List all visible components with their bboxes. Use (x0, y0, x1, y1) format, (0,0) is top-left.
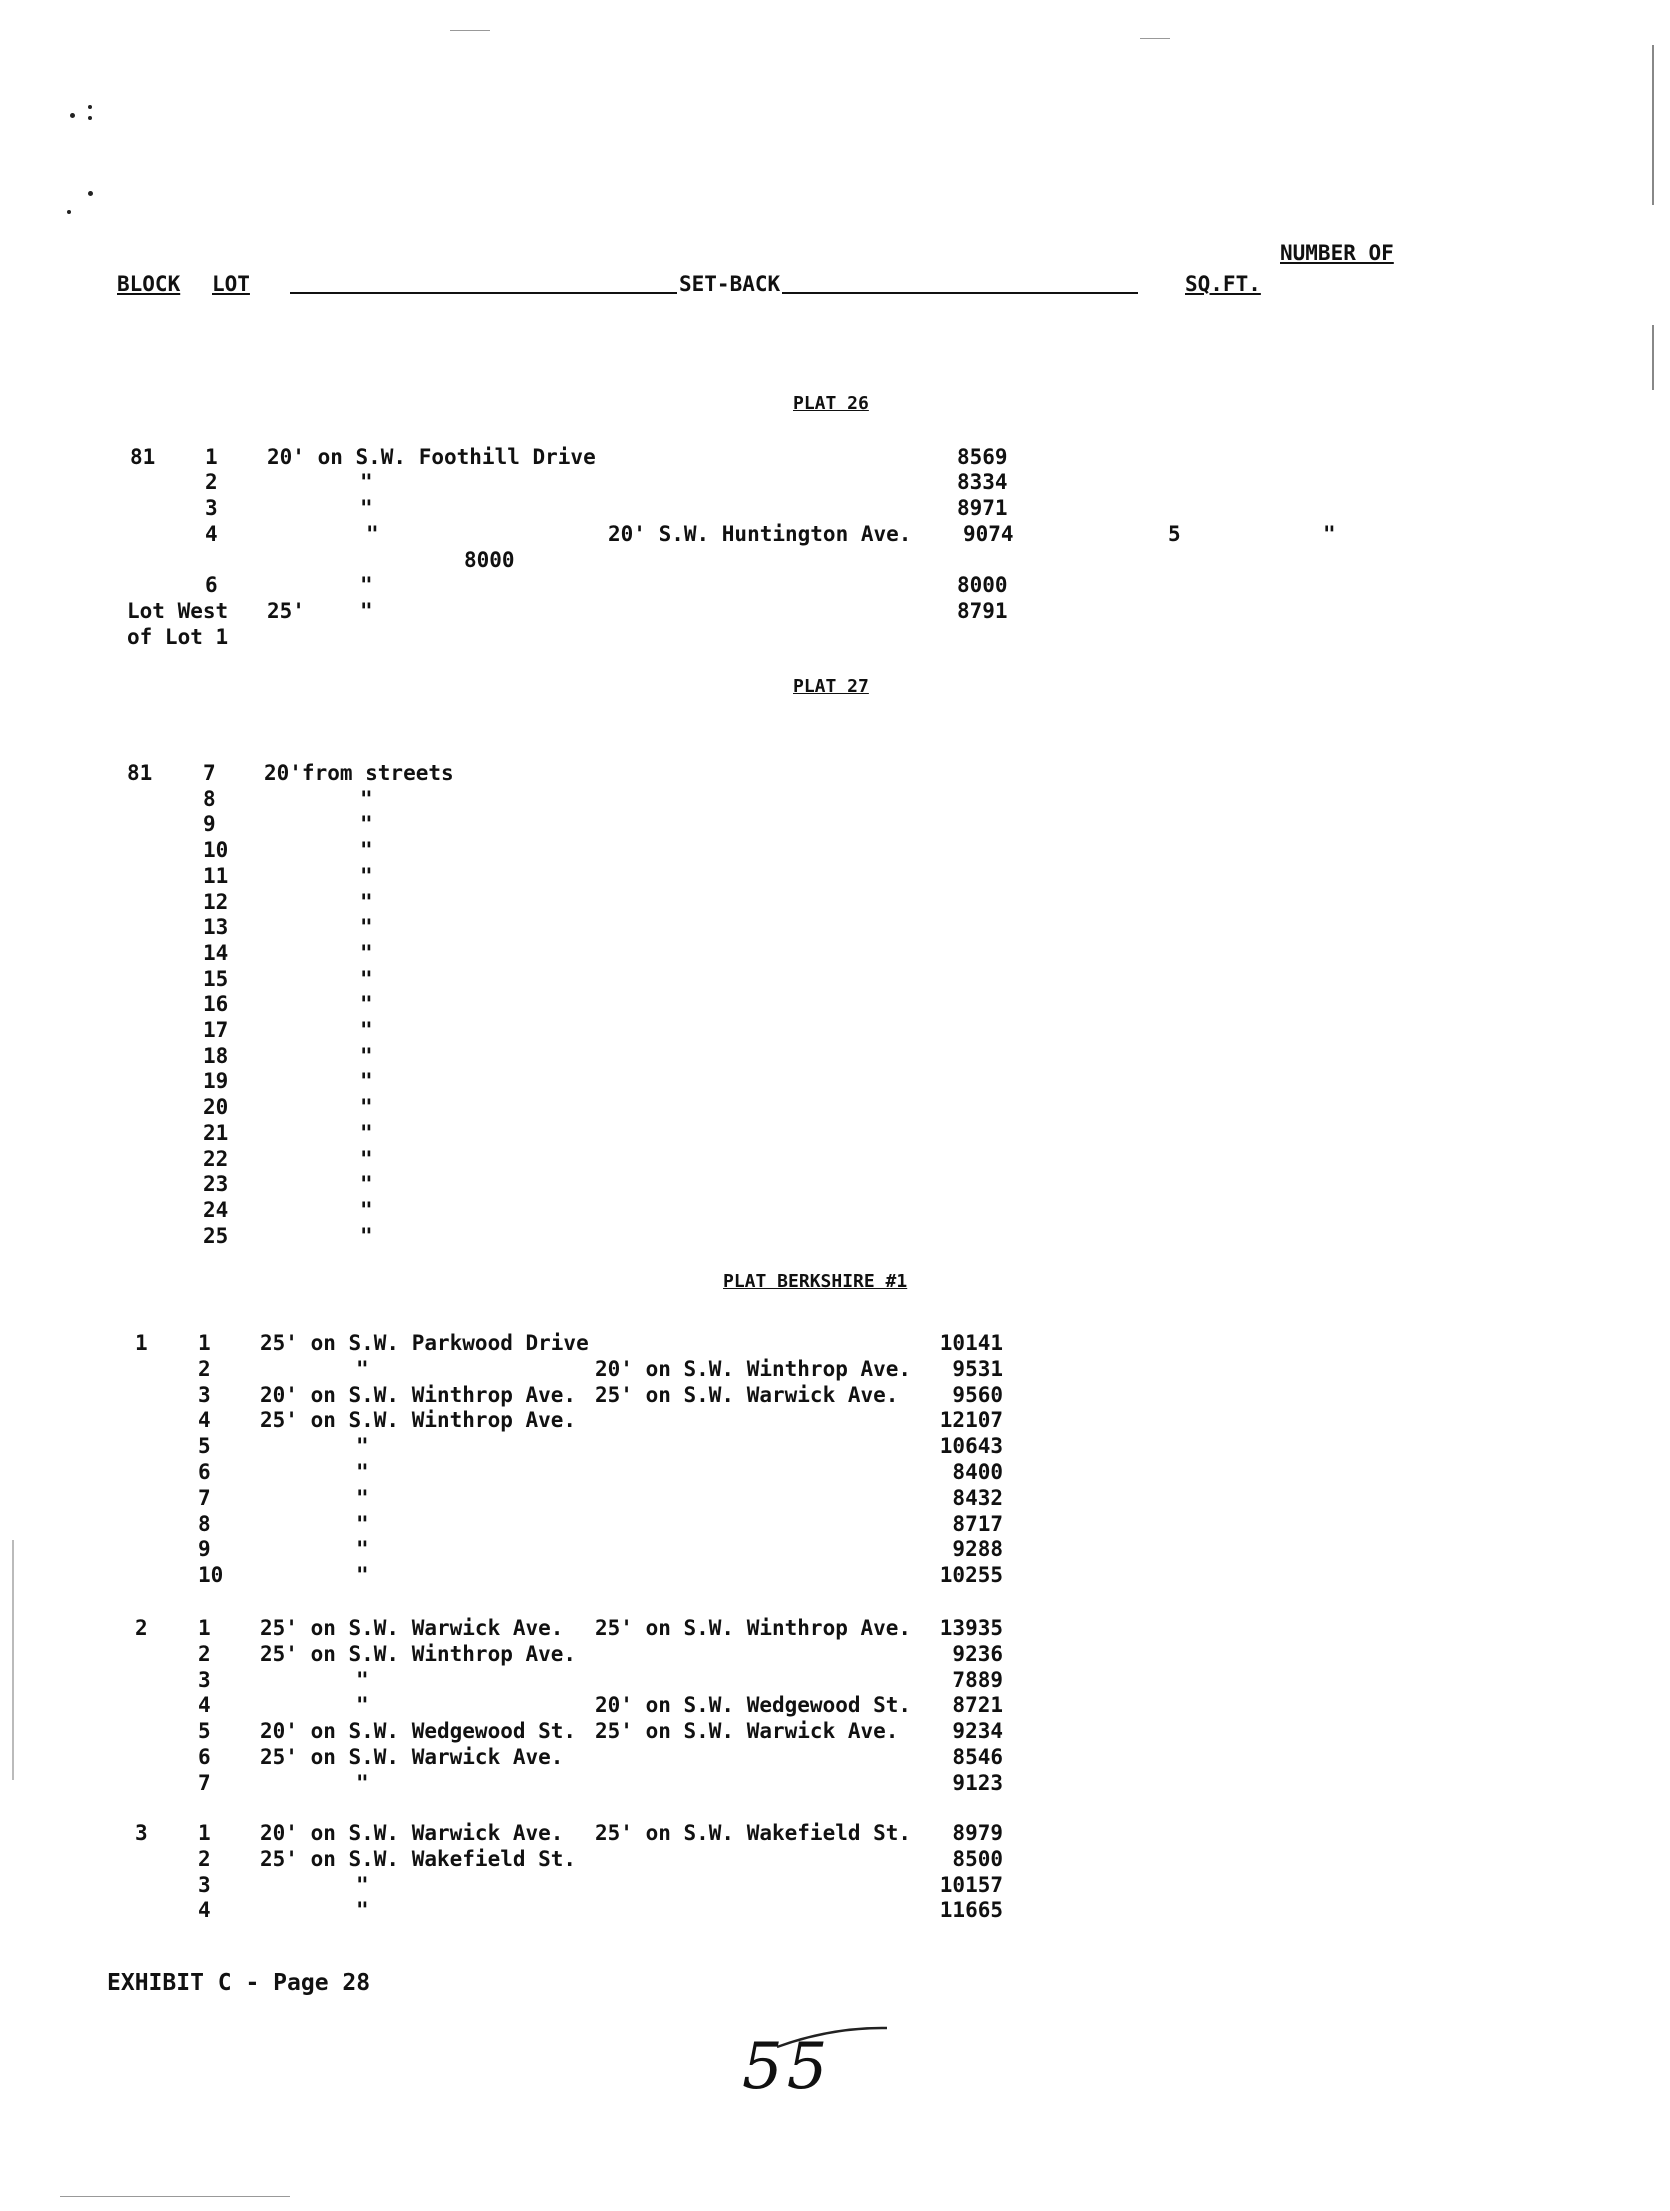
ditto-mark: " (1323, 522, 1336, 546)
ditto-mark: " (356, 1667, 369, 1692)
lot-cell: 8 (203, 786, 216, 811)
lot-cell: 4 (205, 522, 218, 546)
ditto-mark: " (356, 1563, 369, 1588)
scan-edge-line (450, 30, 490, 31)
block-cell: 3 (135, 1821, 148, 1845)
lot-cell: 5 (198, 1719, 211, 1744)
ditto-mark: " (360, 573, 373, 597)
exhibit-footer: EXHIBIT C - Page 28 (107, 1970, 371, 1996)
lot-cell: 8 (198, 1511, 211, 1536)
setback2-cell: 20' on S.W. Wedgewood St. (595, 1693, 912, 1718)
sqft-cell: 9123 (952, 1770, 1003, 1795)
lot-cell: 7 (203, 761, 216, 785)
setback-cell: 20' on S.W. Foothill Drive (267, 445, 596, 469)
ditto-mark: " (356, 1434, 369, 1459)
block-cell: 1 (135, 1331, 148, 1355)
sqft-cell: 9236 (952, 1641, 1003, 1666)
sqft-cell: 8717 (952, 1511, 1003, 1536)
sqft-cell: 8432 (952, 1485, 1003, 1510)
lot-cell: 1 (198, 1331, 211, 1355)
plat27-title: PLAT 27 (793, 676, 869, 697)
sqft-cell: 8791 (957, 599, 1008, 623)
sqft-cell: 11665 (939, 1898, 1003, 1923)
ditto-mark: " (360, 496, 373, 520)
block-cell: Lot West (127, 599, 229, 623)
sqft-cell: 8000 (957, 573, 1008, 597)
scan-speck (70, 113, 75, 118)
ditto-mark: " (360, 992, 373, 1017)
setback2-cell: 25' on S.W. Warwick Ave. (595, 1382, 899, 1407)
header-number-of: NUMBER OF (1280, 241, 1394, 265)
ditto-mark: " (360, 889, 373, 914)
setback-cell: 25' on S.W. Winthrop Ave. (260, 1641, 577, 1666)
ditto-mark: " (356, 1872, 369, 1897)
lot-cell: 1 (198, 1821, 211, 1845)
header-lot: LOT (212, 272, 250, 296)
sqft-cell: 10643 (939, 1434, 1003, 1459)
sqft-cell: 9531 (952, 1356, 1003, 1381)
ditto-mark: " (360, 863, 373, 888)
lot-cell: 10 (198, 1563, 224, 1588)
lot-cell: 6 (198, 1460, 211, 1484)
header-block: BLOCK (117, 272, 181, 296)
lot-cell: 3 (198, 1382, 211, 1407)
handwritten-page-number: 55 (742, 2030, 832, 2104)
scan-edge-line (1652, 325, 1654, 390)
lot-cell: 12 (203, 889, 229, 914)
lot-cell: 15 (203, 966, 229, 991)
ditto-mark: " (360, 1223, 373, 1248)
scan-edge-line (1652, 45, 1654, 205)
plat26-title: PLAT 26 (793, 393, 869, 414)
lot-cell: 25 (203, 1223, 229, 1248)
lot-cell: 23 (203, 1172, 229, 1197)
lot-cell: 16 (203, 992, 229, 1017)
berkshire-title: PLAT BERKSHIRE #1 (723, 1271, 908, 1292)
ditto-mark: " (360, 915, 373, 940)
ditto-mark: " (356, 1511, 369, 1536)
setback-cell: 25' on S.W. Warwick Ave. (260, 1616, 564, 1640)
setback-cell: 20'from streets (264, 761, 454, 785)
lot-cell: 10 (203, 838, 229, 863)
lot-cell: 14 (203, 940, 229, 965)
sqft-cell: 8500 (952, 1846, 1003, 1871)
setback2-cell: 25' on S.W. Wakefield St. (595, 1821, 912, 1845)
lot-cell: 2 (198, 1356, 211, 1381)
ditto-mark: " (360, 1095, 373, 1120)
setback-cell: 25' on S.W. Warwick Ave. (260, 1745, 564, 1769)
sqft-cell: 12107 (939, 1408, 1003, 1433)
lot-cell: 5 (198, 1434, 211, 1459)
lot-cell: 11 (203, 863, 229, 888)
scan-speck (88, 191, 93, 196)
ditto-mark: " (360, 940, 373, 965)
ditto-mark: " (356, 1770, 369, 1795)
setback2-cell: 20' on S.W. Winthrop Ave. (595, 1356, 912, 1381)
block-cell: 2 (135, 1616, 148, 1640)
block-cell: 81 (127, 761, 153, 785)
lot-cell: 18 (203, 1043, 229, 1068)
sqft-cell: 8569 (957, 445, 1008, 469)
ditto-mark: " (360, 812, 373, 837)
ditto-mark: " (360, 1043, 373, 1068)
sqft-cell: 8546 (952, 1745, 1003, 1769)
setback-cell: 20' on S.W. Warwick Ave. (260, 1821, 564, 1845)
lot-cell: 21 (203, 1120, 229, 1145)
sqft-cell: 10141 (939, 1331, 1003, 1355)
lot-cell: 1 (205, 445, 218, 469)
setback-cell: 25' on S.W. Wakefield St. (260, 1846, 577, 1871)
sqft-cell: 8334 (957, 470, 1008, 494)
lot-cell: 2 (205, 470, 218, 494)
ditto-mark: " (360, 1120, 373, 1145)
lot-cell: 1 (198, 1616, 211, 1640)
ditto-mark: " (356, 1356, 369, 1381)
sqft-cell: 8971 (957, 496, 1008, 520)
lot-cell: 7 (198, 1770, 211, 1795)
scan-edge-line (1140, 38, 1170, 39)
ditto-mark: " (356, 1693, 369, 1718)
sqft-cell: 8400 (952, 1460, 1003, 1484)
ditto-mark: " (360, 838, 373, 863)
setback-cell: 25' on S.W. Parkwood Drive (260, 1331, 589, 1355)
ditto-mark: " (360, 599, 373, 623)
scan-edge-line (12, 1540, 14, 1780)
ditto-mark: " (360, 786, 373, 811)
lot-cell: 9 (198, 1537, 211, 1562)
sqft-cell: 10255 (939, 1563, 1003, 1588)
ditto-mark: " (356, 1537, 369, 1562)
ditto-mark: " (356, 1460, 369, 1484)
sqft-cell: 8000 (464, 548, 515, 572)
lot-cell: 17 (203, 1018, 229, 1042)
scan-speck (88, 116, 92, 120)
lot-cell: 9 (203, 812, 216, 837)
block-cell: 81 (130, 445, 156, 469)
ditto-mark: " (360, 1146, 373, 1171)
lot-cell: 20 (203, 1095, 229, 1120)
ditto-mark: " (360, 1172, 373, 1197)
lot-cell: 3 (198, 1872, 211, 1897)
lot-cell: 19 (203, 1069, 229, 1094)
lot-cell: 2 (198, 1641, 211, 1666)
header-setback: SET-BACK (679, 272, 781, 296)
lot-cell: 24 (203, 1197, 229, 1222)
sqft-cell: 9288 (952, 1537, 1003, 1562)
ditto-mark: " (360, 1197, 373, 1222)
sqft-cell: 7889 (952, 1667, 1003, 1692)
setback-cell: 25' (267, 599, 305, 623)
lot-cell: 6 (205, 573, 218, 597)
sqft-cell: 9560 (952, 1382, 1003, 1407)
setback-cell: 20' on S.W. Winthrop Ave. (260, 1382, 577, 1407)
setback2-cell: 25' on S.W. Winthrop Ave. (595, 1616, 912, 1640)
setback-cell: 20' on S.W. Wedgewood St. (260, 1719, 577, 1744)
lot-cell: 2 (198, 1846, 211, 1871)
ditto-mark: " (360, 1069, 373, 1094)
sqft-cell: 10157 (939, 1872, 1003, 1897)
lot-cell: 22 (203, 1146, 229, 1171)
lot-cell: 4 (198, 1408, 211, 1433)
scan-edge-line (60, 2196, 290, 2197)
ditto-mark: " (356, 1898, 369, 1923)
ditto-mark: " (360, 470, 373, 494)
scan-speck (67, 210, 71, 214)
scan-speck (88, 105, 92, 109)
ditto-mark: " (356, 1485, 369, 1510)
lot-cell: 6 (198, 1745, 211, 1769)
lot-cell: 5 (1168, 522, 1181, 546)
sqft-cell: 8721 (952, 1693, 1003, 1718)
handwritten-flourish (772, 2022, 892, 2052)
lot-cell: 7 (198, 1485, 211, 1510)
lot-cell: 4 (198, 1693, 211, 1718)
lot-cell: 3 (198, 1667, 211, 1692)
block-cell: of Lot 1 (127, 625, 229, 649)
setback-cell: 25' on S.W. Winthrop Ave. (260, 1408, 577, 1433)
sqft-cell: 8979 (952, 1821, 1003, 1845)
lot-cell: 4 (198, 1898, 211, 1923)
ditto-mark: " (366, 522, 379, 546)
ditto-mark: " (360, 1018, 373, 1042)
lot-cell: 13 (203, 915, 229, 940)
setback2-cell: 25' on S.W. Warwick Ave. (595, 1719, 899, 1744)
sqft-cell: 9234 (952, 1719, 1003, 1744)
setback2-cell: 20' S.W. Huntington Ave. (608, 522, 912, 546)
lot-cell: 3 (205, 496, 218, 520)
sqft-cell: 13935 (939, 1616, 1003, 1640)
sqft-cell: 9074 (963, 522, 1014, 546)
header-sq-ft: SQ.FT. (1185, 272, 1261, 296)
ditto-mark: " (360, 966, 373, 991)
